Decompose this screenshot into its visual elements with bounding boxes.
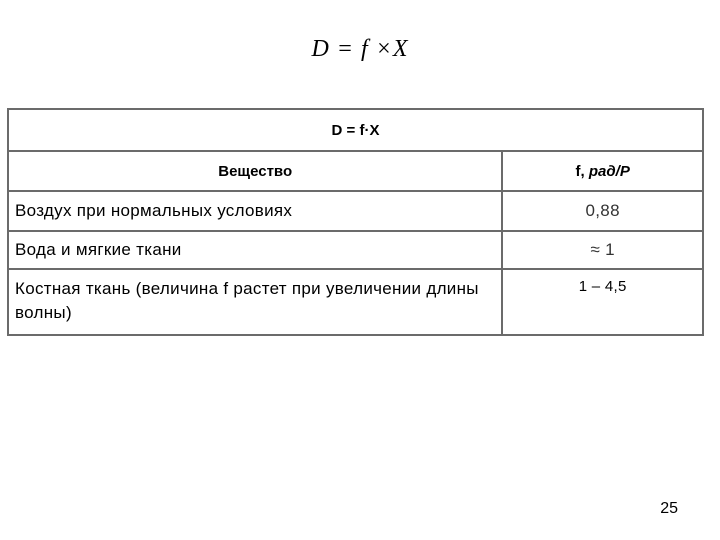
page-number: 25 (660, 500, 678, 517)
slide-formula: D = f ×X (311, 36, 409, 62)
row-f-value: 1 – 4,5 (502, 269, 703, 335)
row-substance: Вода и мягкие ткани (8, 231, 502, 269)
table-row (8, 231, 703, 269)
header-f (502, 151, 703, 191)
coefficient-table (7, 108, 704, 336)
header-substance: Вещество (8, 151, 502, 191)
table-title: D = f·X (8, 109, 703, 151)
row-substance: Костная ткань (величина f растет при увеличении длины волны) (8, 269, 502, 335)
table-row (8, 269, 703, 335)
header-f-unit: рад/Р (588, 162, 630, 180)
row-f-value: ≈ 1 (502, 231, 703, 269)
table-header-row (8, 151, 703, 191)
header-f-label: f, (575, 162, 585, 180)
table-title-row (8, 109, 703, 151)
table-row (8, 191, 703, 231)
row-f-value: 0,88 (502, 191, 703, 231)
row-substance: Воздух при нормальных условиях (8, 191, 502, 231)
